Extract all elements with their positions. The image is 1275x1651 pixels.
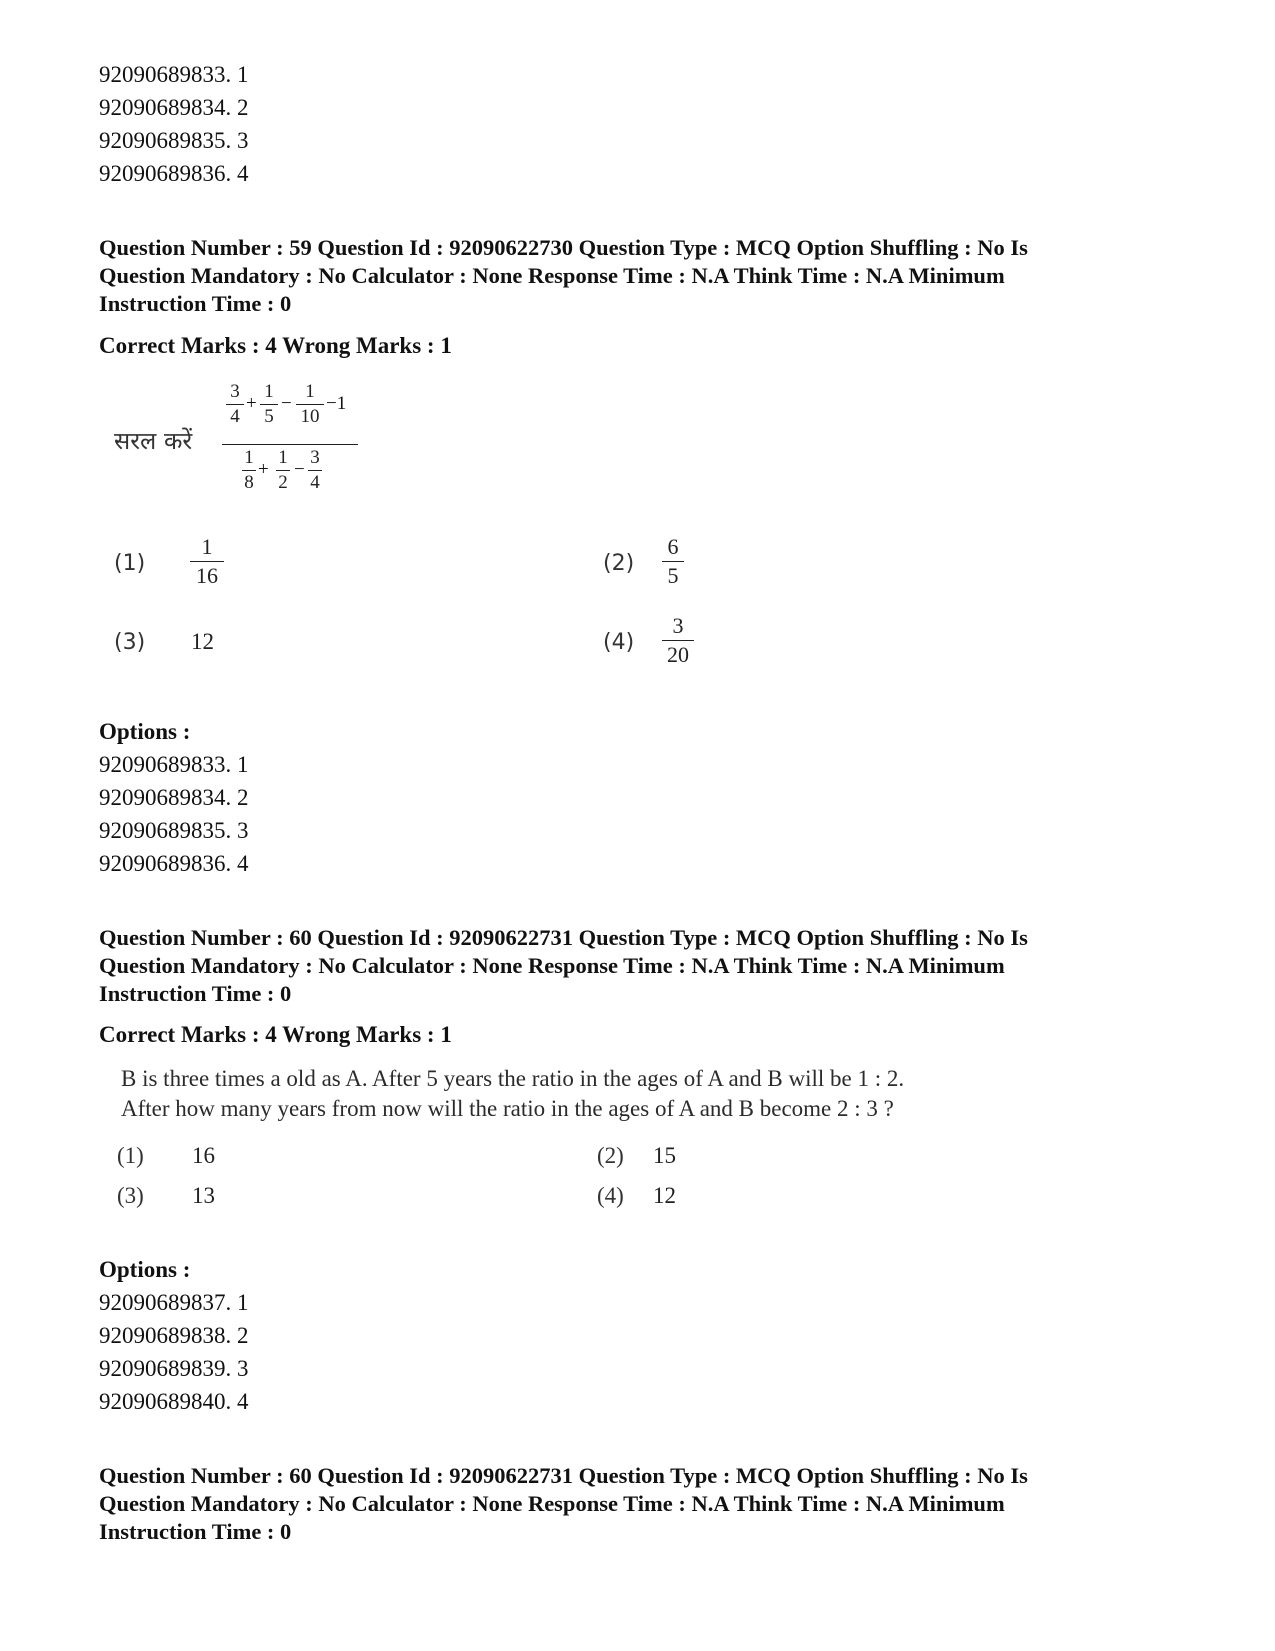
meta-line: Question Mandatory : No Calculator : None Response Time : N.A Think Time : N.A Minimum [99,1491,1005,1516]
choice-number: (4) [603,630,635,655]
fraction-term: 1 2 [276,448,290,493]
question-meta [99,924,1179,1008]
meta-line: Question Number : 60 Question Id : 92090622731 Question Type : MCQ Option Shuffling : No Is [99,1463,1028,1488]
choice-value: 3 20 [662,614,694,667]
choice-value: 6 5 [662,535,684,588]
question-text-line: After how many years from now will the ratio in the ages of A and B become 2 : 3 ? [121,1096,894,1121]
options-label: Options : [99,719,191,744]
fraction-term: 3 4 [226,382,244,427]
choice-number: (3) [117,1183,144,1208]
choice-number: (4) [597,1183,624,1208]
option-line: 92090689840. 4 [99,1389,249,1414]
marks-line: Correct Marks : 4 Wrong Marks : 1 [99,333,452,358]
choice-value: 13 [192,1183,215,1208]
option-line: 92090689835. 3 [99,128,249,153]
question-text-line: B is three times a old as A. After 5 years the ratio in the ages of A and B will be 1 : 2. [121,1066,905,1091]
choice-number: (1) [114,551,146,576]
choice-number: (1) [117,1143,144,1168]
option-line: 92090689838. 2 [99,1323,249,1348]
choice-value: 16 [192,1143,215,1168]
options-label: Options : [99,1257,191,1282]
meta-line: Instruction Time : 0 [99,981,292,1006]
meta-line: Question Number : 59 Question Id : 92090622730 Question Type : MCQ Option Shuffling : No Is [99,235,1028,260]
option-line: 92090689834. 2 [99,785,249,810]
fraction-term: 1 10 [296,382,324,427]
question-meta [99,234,1179,318]
fraction-term: 1 8 [242,448,256,493]
question-prompt: सरल करें [114,427,193,455]
meta-line: Question Number : 60 Question Id : 92090622731 Question Type : MCQ Option Shuffling : No Is [99,925,1028,950]
fraction-term: 3 4 [308,448,322,493]
meta-line: Instruction Time : 0 [99,291,292,316]
question-meta [99,1462,1179,1546]
option-line: 92090689839. 3 [99,1356,249,1381]
fraction-term: 1 5 [260,382,278,427]
choice-value: 12 [191,629,214,654]
meta-line: Question Mandatory : No Calculator : None Response Time : N.A Think Time : N.A Minimum [99,953,1005,978]
option-line: 92090689836. 4 [99,161,249,186]
option-line: 92090689835. 3 [99,818,249,843]
option-line: 92090689836. 4 [99,851,249,876]
option-line: 92090689833. 1 [99,62,249,87]
choice-value: 12 [653,1183,676,1208]
option-line: 92090689834. 2 [99,95,249,120]
meta-line: Instruction Time : 0 [99,1519,292,1544]
choice-number: (3) [114,630,146,655]
minus-one: −1 [326,393,347,414]
choice-value: 1 16 [190,535,224,588]
marks-line: Correct Marks : 4 Wrong Marks : 1 [99,1022,452,1047]
choice-value: 15 [653,1143,676,1168]
choice-number: (2) [603,551,635,576]
option-line: 92090689833. 1 [99,752,249,777]
main-fraction-bar [222,444,358,445]
meta-line: Question Mandatory : No Calculator : None Response Time : N.A Think Time : N.A Minimum [99,263,1005,288]
choice-number: (2) [597,1143,624,1168]
compound-fraction: 3 4 + 1 5 − 1 10 −1 1 8 + 1 2 − 3 4 [222,382,360,502]
option-line: 92090689837. 1 [99,1290,249,1315]
